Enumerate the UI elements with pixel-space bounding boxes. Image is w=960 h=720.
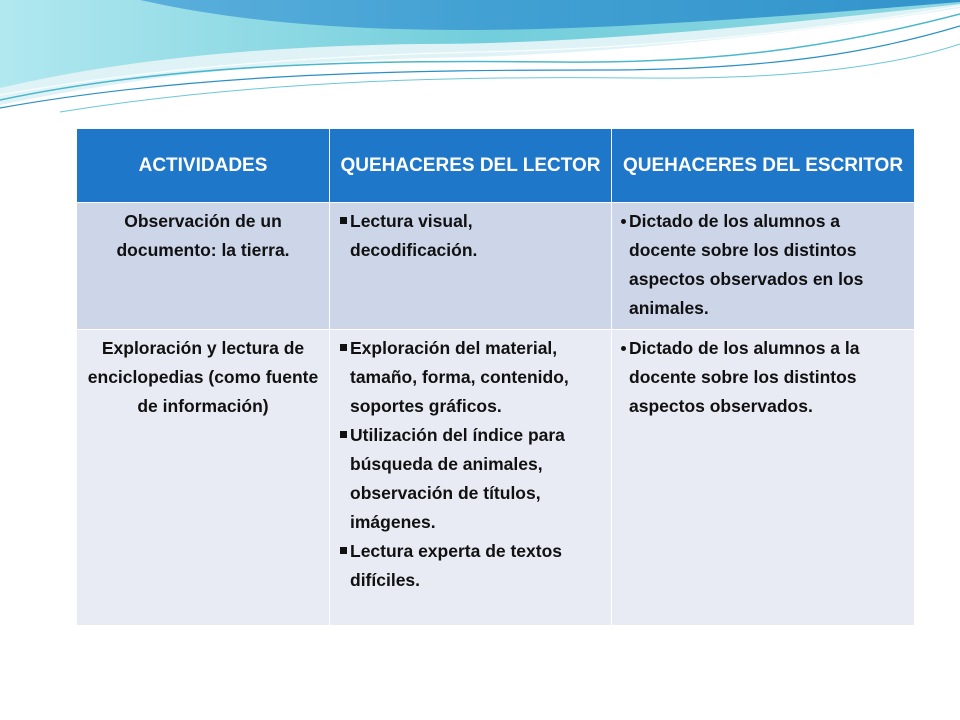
reader-cell [330, 330, 612, 626]
header-quehaceres-escritor: QUEHACERES DEL ESCRITOR [612, 129, 915, 203]
list-item: Utilización del índice para búsqueda de animales, observación de títulos, imágenes. [338, 421, 603, 537]
header-quehaceres-lector: QUEHACERES DEL LECTOR [330, 129, 612, 203]
list-item: Lectura experta de textos difíciles. [338, 537, 603, 595]
writer-list [620, 207, 906, 323]
list-item: Lectura visual, decodificación. [338, 207, 603, 265]
activity-cell: Observación de un documento: la tierra. [77, 203, 330, 330]
activities-table [76, 128, 915, 626]
writer-cell [612, 203, 915, 330]
table-row [77, 203, 915, 330]
reader-list [338, 334, 603, 595]
table-header-row [77, 129, 915, 203]
reader-cell [330, 203, 612, 330]
activity-cell: Exploración y lectura de enciclopedias (como fuente de información) [77, 330, 330, 626]
activities-table-container [76, 128, 914, 626]
writer-cell [612, 330, 915, 626]
decorative-wave-banner [0, 0, 960, 130]
list-item: Dictado de los alumnos a docente sobre los distintos aspectos observados en los animales. [620, 207, 906, 323]
writer-list [620, 334, 906, 421]
reader-list [338, 207, 603, 265]
list-item: Exploración del material, tamaño, forma, contenido, soportes gráficos. [338, 334, 603, 421]
header-actividades: ACTIVIDADES [77, 129, 330, 203]
list-item: Dictado de los alumnos a la docente sobre los distintos aspectos observados. [620, 334, 906, 421]
table-row [77, 330, 915, 626]
